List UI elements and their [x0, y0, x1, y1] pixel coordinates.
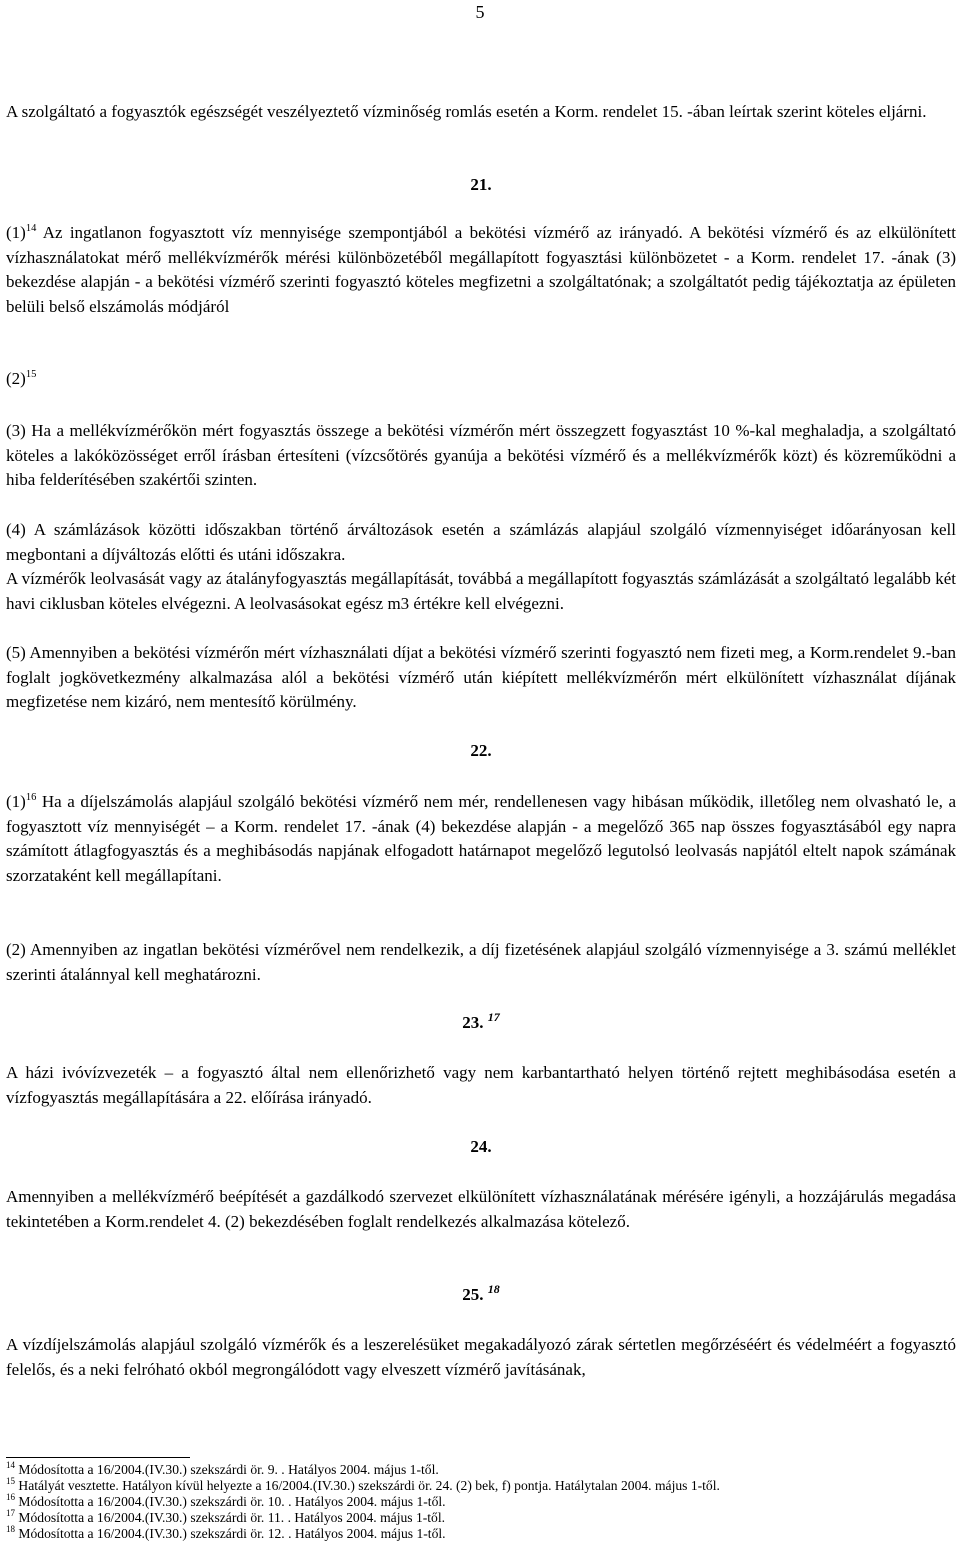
paragraph-text: (4) A számlázások közötti időszakban történő árváltozások esetén a számlázás alapjául szolgáló vízmennyiséget időarányosan kell megbontani a díjváltozás előtti és utáni időszakra. [6, 520, 956, 564]
footnote-number: 15 [6, 1476, 15, 1487]
footnote-text: Módosította a 16/2004.(IV.30.) szekszárdi ör. 10. . Hatályos 2004. május 1-től. [15, 1494, 446, 1510]
section-heading [6, 1135, 956, 1159]
paragraph [6, 938, 956, 987]
paragraph-text: (3) Ha a mellékvízmérőkön mért fogyasztás összege a bekötési vízmérőn mért összegzett fogyasztást 10 %-kal meghaladja, a szolgáltató köteles a lakóközösséget erről írásban értesíteni (vízcsőtörés gyanúja a bekötési vízmérő és a mellékvízmérők közt) és közreműködni a hiba felderítésében szakértői szinten. [6, 421, 956, 490]
footnotes [6, 1462, 956, 1542]
paragraph [6, 367, 956, 392]
footnote-number: 16 [6, 1492, 15, 1503]
section-heading [6, 1011, 956, 1035]
paragraph-text: A vízdíjelszámolás alapjául szolgáló vízmérők és a leszerelésüket megakadályozó zárak sértetlen megőrzéséért és védelméért a fogyasztó felelős, és a neki felróható okból megrongálódott vagy elveszett vízmérő javításának, [6, 1335, 956, 1379]
paragraph-text: Az ingatlanon fogyasztott víz mennyisége szempontjából a bekötési vízmérő az irányadó. A bekötési vízmérő és az elkülönített vízhasználatokat mérő mellékvízmérők mérési különbözetéből megállapított fogyasztási különbözetet - a Korm. rendelet 17. -ának (3) bekezdése alapján - a bekötési vízmérő szerinti fogyasztó köteles megfizetni a szolgáltatónak; a szolgáltatót pedig tájékoztatja az épületen belüli belső elszámolás módjáról [6, 223, 956, 317]
footnote-text: Hatályát vesztette. Hatályon kívül helyezte a 16/2004.(IV.30.) szekszárdi ör. 24. (2) bek, f) pontja. Hatálytalan 2004. május 1-től. [15, 1478, 720, 1494]
footnote-reference: 16 [25, 792, 37, 803]
paragraph-text: Ha a díjelszámolás alapjául szolgáló bekötési vízmérő nem mér, rendellenesen vagy hibásan működik, illetőleg nem olvasható le, a fogyasztott víz mennyiségét – a Korm. rendelet 17. -ának (4) bekezdése alapján - a megelőző 365 nap összes fogyasztásából egy napra számított átlagfogyasztás és a meghibásodás napjának elfogadott határnapot megelőző legutolsó leolvasás napjától eltelt napok számának szorzataként kell megállapítani. [6, 792, 956, 886]
section-heading [6, 1283, 956, 1307]
paragraph [6, 1061, 956, 1110]
paragraph-text: A vízmérők leolvasását vagy az átalányfogyasztás megállapítását, továbbá a megállapított fogyasztás számlázását a szolgáltató legalább két havi ciklusban köteles elvégezni. A leolvasásokat egész m3 értékre kell elvégezni. [6, 569, 956, 613]
paragraph [6, 641, 956, 715]
footnote-reference: 18 [487, 1282, 500, 1296]
section-heading [6, 739, 956, 763]
footnote-divider [6, 1457, 190, 1458]
paragraph [6, 1333, 956, 1382]
paragraph-text: (2) Amennyiben az ingatlan bekötési vízmérővel nem rendelkezik, a díj fizetésének alapjául szolgáló vízmennyisége a 3. számú melléklet szerinti átalánnyal kell meghatározni. [6, 940, 956, 984]
paragraph-text: Amennyiben a mellékvízmérő beépítését a gazdálkodó szervezet elkülönített vízhasználatának mérésére igényli, a hozzájárulás megadása tekintetében a Korm.rendelet 4. (2) bekezdésében foglalt rendelkezés alkalmazása kötelező. [6, 1187, 956, 1231]
paragraph [6, 100, 956, 125]
footnote [6, 1494, 956, 1510]
paragraph [6, 567, 956, 616]
footnote-reference: 14 [25, 223, 37, 234]
section-heading [6, 173, 956, 197]
footnote [6, 1478, 956, 1494]
heading-text: 25. [462, 1285, 488, 1304]
paragraph [6, 1185, 956, 1234]
footnote-text: Módosította a 16/2004.(IV.30.) szekszárdi ör. 11. . Hatályos 2004. május 1-től. [15, 1510, 446, 1526]
paragraph [6, 221, 956, 320]
paragraph-number: (2) [6, 369, 26, 388]
footnote [6, 1526, 956, 1542]
heading-text: 22. [470, 741, 492, 760]
footnote-reference: 17 [487, 1010, 500, 1024]
footnote-text: Módosította a 16/2004.(IV.30.) szekszárdi ör. 12. . Hatályos 2004. május 1-től. [15, 1526, 446, 1542]
footnote [6, 1462, 956, 1478]
heading-text: 23. [462, 1013, 488, 1032]
paragraph-text: A szolgáltató a fogyasztók egészségét veszélyeztető vízminőség romlás esetén a Korm. rendelet 15. -ában leírtak szerint köteles eljárni. [6, 102, 927, 121]
paragraph-text: A házi ivóvízvezeték – a fogyasztó által nem ellenőrizhető vagy nem karbantartható helyen történő rejtett meghibásodása esetén a vízfogyasztás megállapítására a 22. előírása irányadó. [6, 1063, 956, 1107]
paragraph-number: (1) [6, 223, 26, 242]
paragraph-number: (1) [6, 792, 26, 811]
footnote-number: 14 [6, 1460, 15, 1470]
paragraph-text: (5) Amennyiben a bekötési vízmérőn mért vízhasználati díjat a bekötési vízmérő szerinti fogyasztó nem fizeti meg, a Korm.rendelet 9.-ban foglalt jogkövetkezmény alkalmazása alól a bekötési vízmérő után kiépített mellékvízmérőn mért elkülönített vízhasználat díjának megfizetése nem kizáró, nem mentesítő körülmény. [6, 643, 956, 712]
heading-text: 21. [470, 175, 492, 194]
paragraph [6, 419, 956, 493]
footnote-number: 17 [6, 1508, 15, 1519]
footnote-text: Módosította a 16/2004.(IV.30.) szekszárdi ör. 9. . Hatályos 2004. május 1-től. [15, 1462, 439, 1477]
footnote-reference: 15 [25, 369, 37, 380]
paragraph [6, 790, 956, 889]
footnote [6, 1510, 956, 1526]
heading-text: 24. [470, 1137, 492, 1156]
page-number: 5 [475, 2, 485, 22]
footnote-number: 18 [6, 1524, 15, 1535]
paragraph [6, 518, 956, 567]
